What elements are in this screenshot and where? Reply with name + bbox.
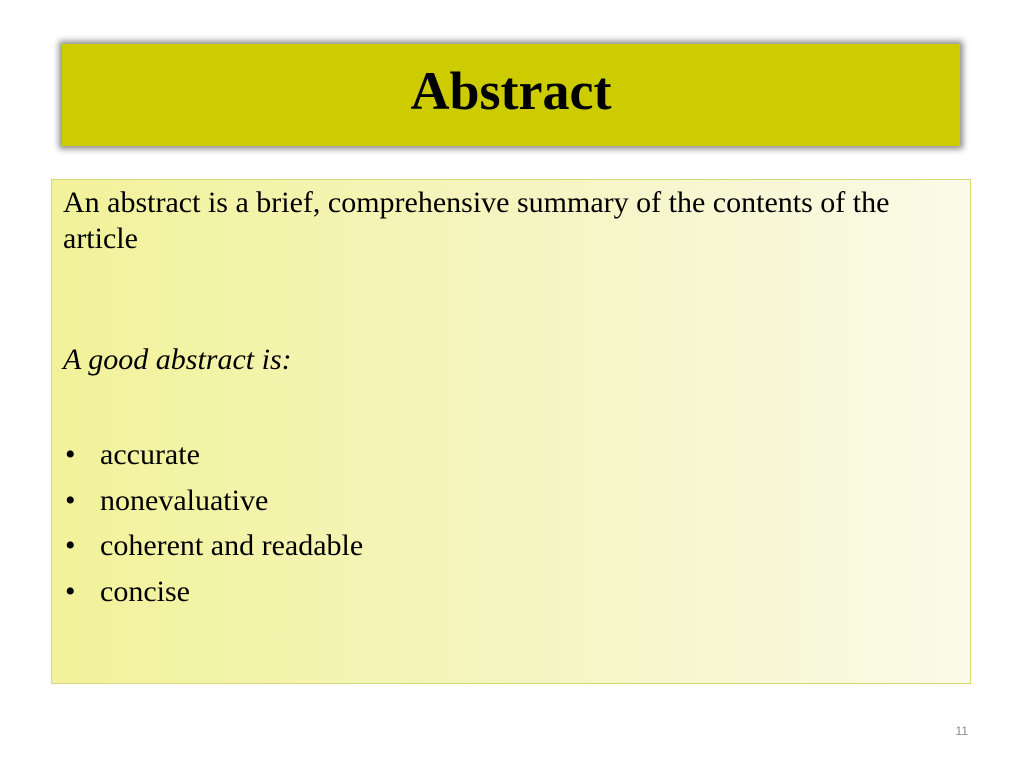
list-item <box>63 432 363 478</box>
bullet-icon: • <box>65 574 76 608</box>
bullet-icon: • <box>65 438 76 471</box>
slide-title: Abstract <box>410 61 612 121</box>
content-box <box>51 179 971 684</box>
list-item <box>63 523 363 569</box>
bullet-text: accurate <box>100 438 200 471</box>
bullet-list <box>63 432 363 614</box>
list-item <box>63 569 363 615</box>
bullet-icon: • <box>65 483 76 517</box>
bullet-text: nonevaluative <box>100 483 269 517</box>
good-abstract-heading: A good abstract is: <box>63 343 292 376</box>
bullet-text: concise <box>100 574 190 608</box>
bullet-text: coherent and readable <box>100 529 364 562</box>
page-number: 11 <box>955 724 968 738</box>
bullet-icon: • <box>65 529 76 562</box>
list-item <box>63 478 363 524</box>
title-banner <box>62 44 960 146</box>
intro-text: An abstract is a brief, comprehensive summary of the contents of the article <box>63 186 890 255</box>
